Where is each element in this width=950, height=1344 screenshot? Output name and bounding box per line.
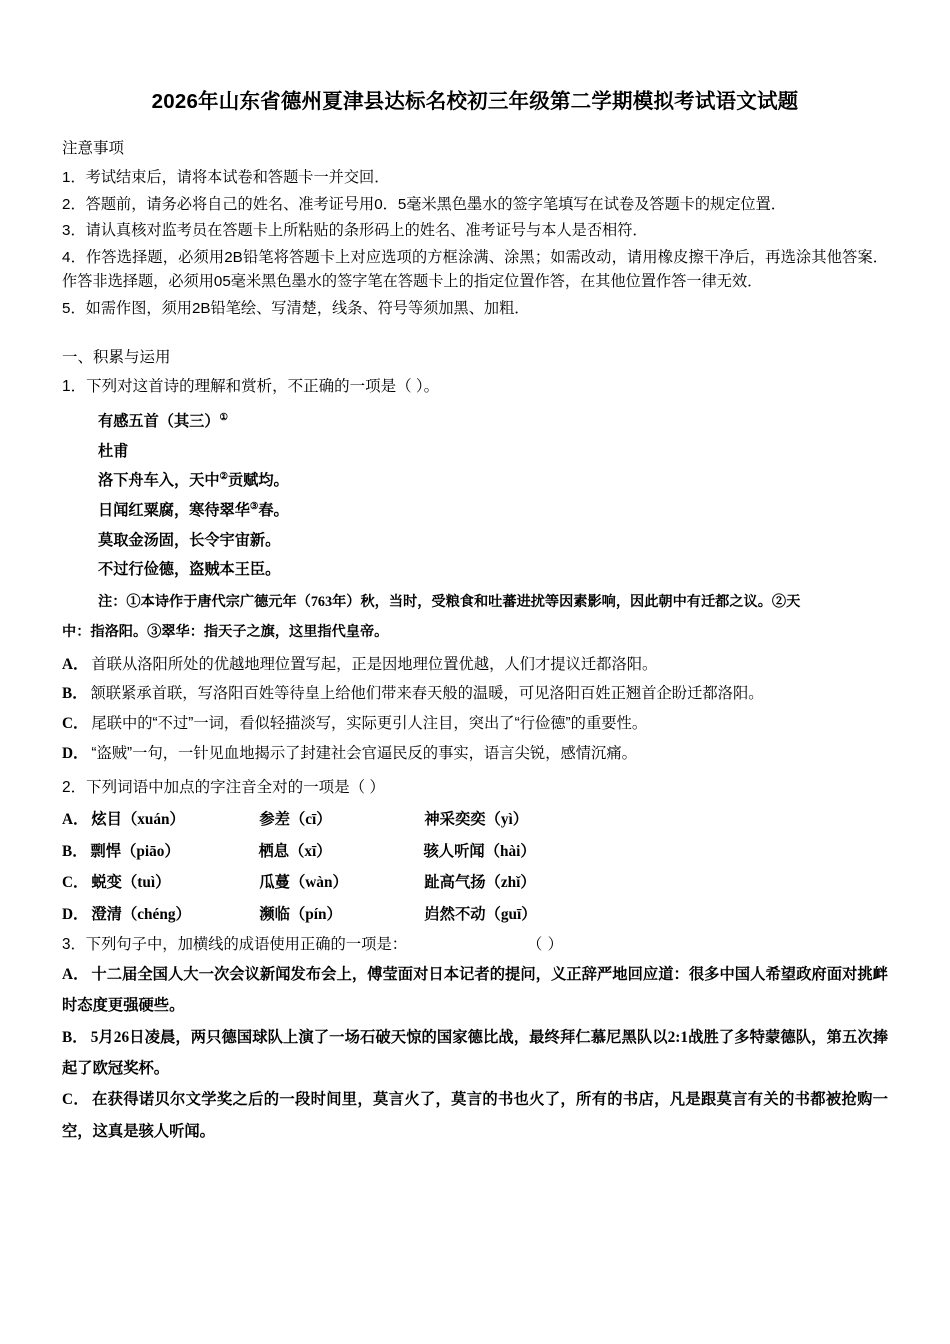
poem-line: 不过行俭德，盗贼本王臣。 — [98, 561, 281, 579]
poem-author: 杜甫 — [98, 442, 129, 460]
note-item: 1．考试结束后，请将本试卷和答题卡一并交回． — [62, 168, 390, 186]
poem-line-superscript: ③ — [249, 502, 259, 512]
option-text: 尾联中的“不过”一词，看似轻描淡写，实际更引人注目，突出了“行俭德”的重要性。 — [91, 715, 648, 733]
question-1-option — [62, 709, 888, 739]
option-label: A． — [62, 811, 89, 829]
option-label: C． — [62, 1091, 89, 1109]
note-item: 4．作答选择题，必须用2B铅笔将答题卡上对应选项的方框涂满、涂黑；如需改动，请用橡皮擦干净后，再选涂其他答案．作答非选择题，必须用05毫米黑色墨水的签字笔在答题卡上的指定位置作答，在其他位置作答一律无效． — [62, 248, 888, 291]
option-word-2: 瓜蔓（wàn） — [259, 874, 348, 892]
page-title: 2026年山东省德州夏津县达标名校初三年级第二学期模拟考试语文试题 — [151, 90, 799, 113]
option-word-3: 神采奕奕（yì） — [424, 811, 529, 829]
poem-block — [62, 407, 888, 645]
poem-line — [98, 496, 888, 526]
option-label: C． — [62, 715, 89, 733]
poem-line-text-tail: 贡赋均。 — [227, 472, 289, 490]
poem-title-superscript: ① — [219, 413, 228, 424]
question-1-stem: 1．下列对这首诗的理解和赏析，不正确的一项是（ ）。 — [62, 378, 440, 396]
option-label: D． — [62, 905, 89, 923]
option-text: 5月26日凌晨，两只德国球队上演了一场石破天惊的国家德比战，最终拜仁慕尼黑队以2:1战胜了多特蒙德队，第五次捧起了欧冠奖杯。 — [62, 1028, 889, 1077]
poem-line: 莫取金汤固，长令宇宙新。 — [98, 531, 281, 549]
note-item: 2．答题前，请务必将自己的姓名、准考证号用0．5毫米黑色墨水的签字笔填写在试卷及答题卡的规定位置． — [62, 195, 786, 213]
note-item: 3．请认真核对监考员在答题卡上所粘贴的条形码上的姓名、准考证号与本人是否相符． — [62, 222, 648, 240]
option-text: 首联从洛阳所处的优越地理位置写起，正是因地理位置优越，人们才提议迁都洛阳。 — [91, 655, 658, 673]
question-1-option — [62, 739, 888, 769]
question-3-stem — [62, 930, 888, 959]
question-2-option — [62, 804, 888, 835]
question-2-option — [62, 836, 888, 867]
poem-line — [98, 466, 888, 496]
option-word-1: 剽悍（piāo） — [90, 842, 180, 860]
option-word-3: 趾高气扬（zhǐ） — [424, 874, 536, 892]
poem-line-superscript: ② — [219, 472, 228, 483]
option-label: C． — [62, 874, 89, 892]
notes-heading: 注意事项 — [62, 139, 125, 157]
section-heading-1: 一、积累与运用 — [62, 348, 171, 366]
poem-line-text: 日闻红粟腐，寒待翠华 — [98, 502, 250, 520]
question-2-option — [62, 867, 888, 898]
option-text: 在获得诺贝尔文学奖之后的一段时间里，莫言火了，莫言的书也火了，所有的书店，凡是跟莫言有关的书都被抢购一空，这真是骇人听闻。 — [62, 1091, 888, 1140]
option-word-1: 澄清（chéng） — [91, 905, 191, 923]
option-word-1: 炫目（xuán） — [91, 811, 185, 829]
note-item: 5．如需作图，须用2B铅笔绘、写清楚，线条、符号等须加黑、加粗． — [62, 300, 530, 318]
question-1-option — [62, 679, 888, 709]
poem-line-text: 洛下舟车入，天中 — [98, 472, 220, 490]
option-label: A． — [62, 655, 89, 673]
question-3-option — [62, 1084, 888, 1147]
option-word-2: 濒临（pín） — [259, 905, 342, 923]
poem-title-text: 有感五首（其三） — [98, 413, 220, 431]
question-2-stem: 2．下列词语中加点的字注音全对的一项是（ ） — [62, 778, 385, 796]
option-label: B． — [62, 842, 88, 860]
option-word-3: 岿然不动（guī） — [424, 905, 537, 923]
poem-title — [98, 407, 888, 437]
question-2-option — [62, 899, 888, 930]
option-label: B． — [62, 1028, 88, 1046]
option-text: 颔联紧承首联，写洛阳百姓等待皇上给他们带来春天般的温暖，可见洛阳百姓正翘首企盼迁都洛阳。 — [90, 685, 764, 703]
option-word-3: 骇人听闻（hài） — [423, 842, 536, 860]
option-text: 十二届全国人大一次会议新闻发布会上，傅莹面对日本记者的提问，义正辞严地回应道：很多中国人希望政府面对挑衅时态度更强硬些。 — [62, 965, 888, 1015]
poem-line-text-tail: 春。 — [258, 502, 289, 520]
question-3-option — [62, 959, 888, 1022]
option-label: A． — [62, 965, 89, 983]
option-text: “盗贼”一句，一针见血地揭示了封建社会官逼民反的事实，语言尖锐，感情沉痛。 — [91, 745, 637, 762]
option-label: B． — [62, 685, 88, 703]
option-word-2: 栖息（xī） — [258, 842, 332, 860]
option-label: D． — [62, 745, 89, 762]
question-3-stem-left: 3．下列句子中，加横线的成语使用正确的一项是： — [62, 935, 408, 953]
option-word-1: 蜕变（tuì） — [91, 874, 171, 892]
poem-footnote-line-1: 注：①本诗作于唐代宗广德元年（763年）秋，当时，受粮食和吐蕃进扰等因素影响，因此朝中有迁都之议。②天 — [98, 593, 801, 610]
poem-footnote-line-2: 中：指洛阳。③翠华：指天子之旗，这里指代皇帝。 — [62, 624, 389, 641]
question-1-option — [62, 650, 888, 680]
question-3-stem-right: （ ） — [527, 935, 564, 953]
option-word-2: 参差（cī） — [259, 811, 332, 829]
question-3-option — [62, 1022, 888, 1085]
